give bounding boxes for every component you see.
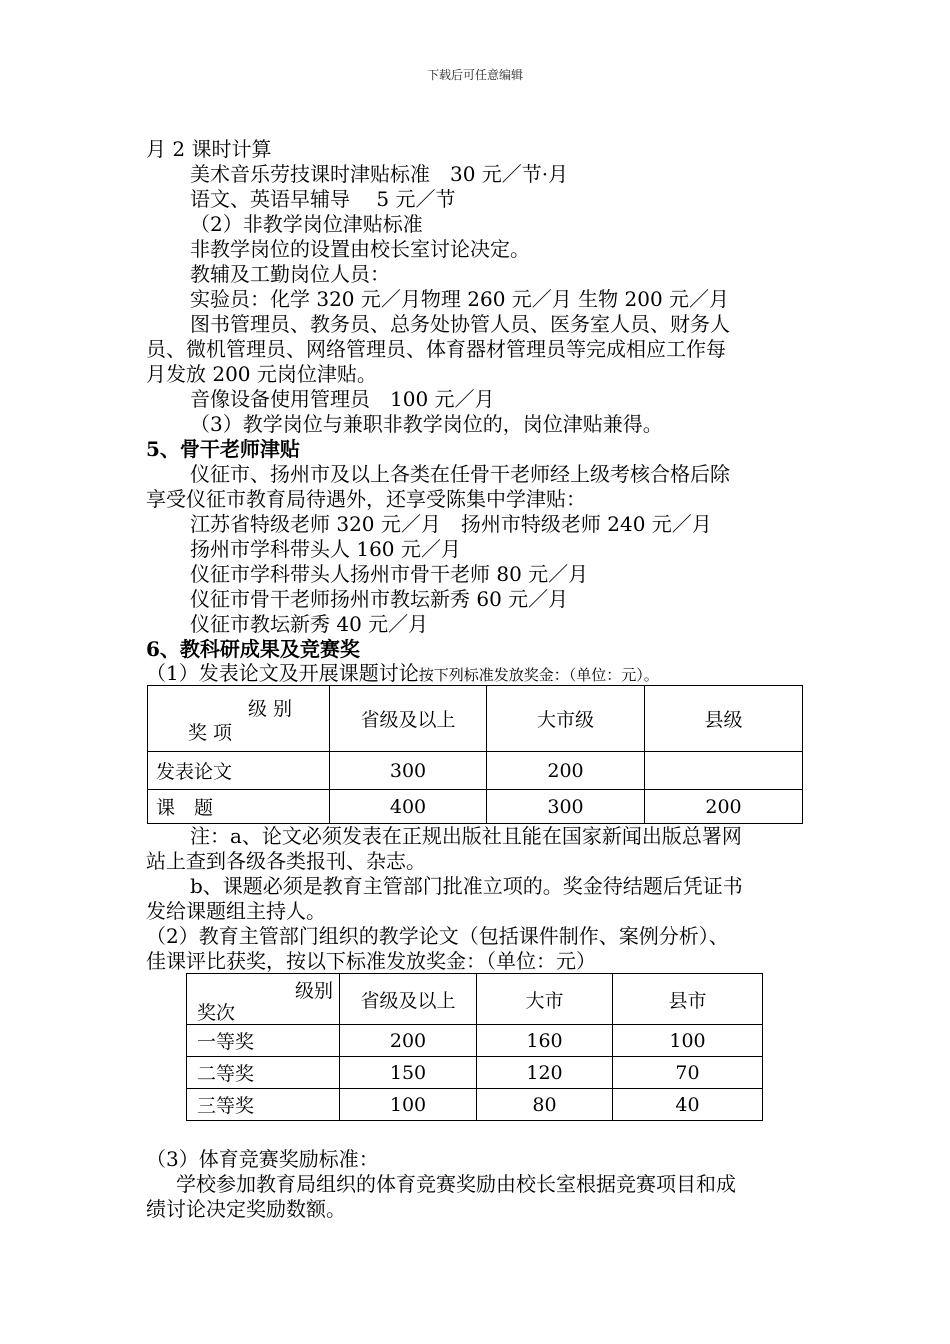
text-line: 仪征市教坛新秀 40 元／月 (190, 612, 429, 636)
text-line-part: （1）发表论文及开展课题讨论 (146, 661, 419, 685)
note-line: 注：a、论文必须发表在正规出版社且能在国家新闻出版总署网 (190, 824, 742, 848)
text-line (146, 661, 659, 688)
table-cell: 40 (613, 1089, 763, 1121)
table-row (187, 1025, 763, 1057)
text-line: 实验员：化学 320 元／月物理 260 元／月 生物 200 元／月 (190, 287, 730, 311)
text-line: （3）体育竞赛奖励标准： (146, 1147, 379, 1171)
table-cell (645, 752, 803, 790)
table-row (148, 752, 803, 790)
text-line: 仪征市骨干老师扬州市教坛新秀 60 元／月 (190, 587, 569, 611)
text-line: 仪征市学科带头人扬州市骨干老师 80 元／月 (190, 562, 589, 586)
text-line: 扬州市学科带头人 160 元／月 (190, 537, 461, 561)
corner-top-label: 级 别 (248, 698, 293, 720)
text-line: （3）教学岗位与兼职非教学岗位的，岗位津贴兼得。 (190, 412, 663, 436)
table-corner-cell (148, 686, 330, 752)
table-row (187, 1089, 763, 1121)
table-header: 大市级 (487, 686, 645, 752)
table-header: 省级及以上 (340, 974, 477, 1025)
text-line: 绩讨论决定奖励数额。 (146, 1197, 346, 1221)
row-label: 二等奖 (187, 1057, 340, 1089)
text-line: 语文、英语早辅导 5 元／节 (190, 187, 456, 211)
table-corner-cell (187, 974, 340, 1025)
row-label: 课 题 (148, 790, 330, 824)
text-line: 月发放 200 元岗位津贴。 (146, 362, 377, 386)
table-cell: 100 (613, 1025, 763, 1057)
table-cell: 70 (613, 1057, 763, 1089)
corner-top-label: 级别 (295, 980, 334, 1002)
table-header: 省级及以上 (330, 686, 487, 752)
text-line: 仪征市、扬州市及以上各类在任骨干老师经上级考核合格后除 (190, 462, 730, 486)
table-cell: 80 (477, 1089, 613, 1121)
table-cell: 200 (645, 790, 803, 824)
text-line: 佳课评比获奖，按以下标准发放奖金：（单位：元） (146, 949, 596, 973)
table-cell: 200 (487, 752, 645, 790)
table-cell: 300 (330, 752, 487, 790)
table-cell: 100 (340, 1089, 477, 1121)
table-header: 县级 (645, 686, 803, 752)
award-table-papers (147, 685, 803, 824)
corner-bottom-label: 奖次 (197, 1002, 236, 1024)
table-cell: 150 (340, 1057, 477, 1089)
text-line: 教辅及工勤岗位人员： (190, 262, 390, 286)
table-row (148, 790, 803, 824)
table-cell: 400 (330, 790, 487, 824)
text-line: 江苏省特级老师 320 元／月 扬州市特级老师 240 元／月 (190, 512, 712, 536)
table-cell: 300 (487, 790, 645, 824)
row-label: 发表论文 (148, 752, 330, 790)
table-cell: 200 (340, 1025, 477, 1057)
text-line: 美术音乐劳技课时津贴标准 30 元／节·月 (190, 162, 569, 186)
text-line: 非教学岗位的设置由校长室讨论决定。 (190, 237, 530, 261)
row-label: 一等奖 (187, 1025, 340, 1057)
award-table-competitions (186, 973, 763, 1121)
text-line-part: 按下列标准发放奖金：（单位：元）。 (418, 666, 659, 684)
table-header: 县市 (613, 974, 763, 1025)
text-line: （2）教育主管部门组织的教学论文（包括课件制作、案例分析）、 (146, 924, 729, 948)
text-line: （2）非教学岗位津贴标准 (190, 212, 423, 236)
page-header: 下载后可任意编辑 (426, 68, 523, 82)
table-row (187, 1057, 763, 1089)
text-line: 音像设备使用管理员 100 元／月 (190, 387, 495, 411)
note-line: b、课题必须是教育主管部门批准立项的。奖金待结题后凭证书 (190, 874, 743, 898)
section-heading: 5、骨干老师津贴 (146, 437, 300, 461)
section-heading: 6、教科研成果及竞赛奖 (146, 637, 360, 661)
table-header: 大市 (477, 974, 613, 1025)
table-cell: 120 (477, 1057, 613, 1089)
text-line: 员、微机管理员、网络管理员、体育器材管理员等完成相应工作每 (146, 337, 726, 361)
note-line: 发给课题组主持人。 (146, 899, 326, 923)
row-label: 三等奖 (187, 1089, 340, 1121)
table-cell: 160 (477, 1025, 613, 1057)
corner-bottom-label: 奖 项 (188, 722, 233, 744)
text-line: 月 2 课时计算 (146, 137, 272, 161)
text-line: 享受仪征市教育局待遇外，还享受陈集中学津贴： (146, 487, 586, 511)
text-line: 图书管理员、教务员、总务处协管人员、医务室人员、财务人 (190, 312, 730, 336)
note-line: 站上查到各级各类报刊、杂志。 (146, 849, 426, 873)
text-line: 学校参加教育局组织的体育竞赛奖励由校长室根据竞赛项目和成 (176, 1172, 736, 1196)
